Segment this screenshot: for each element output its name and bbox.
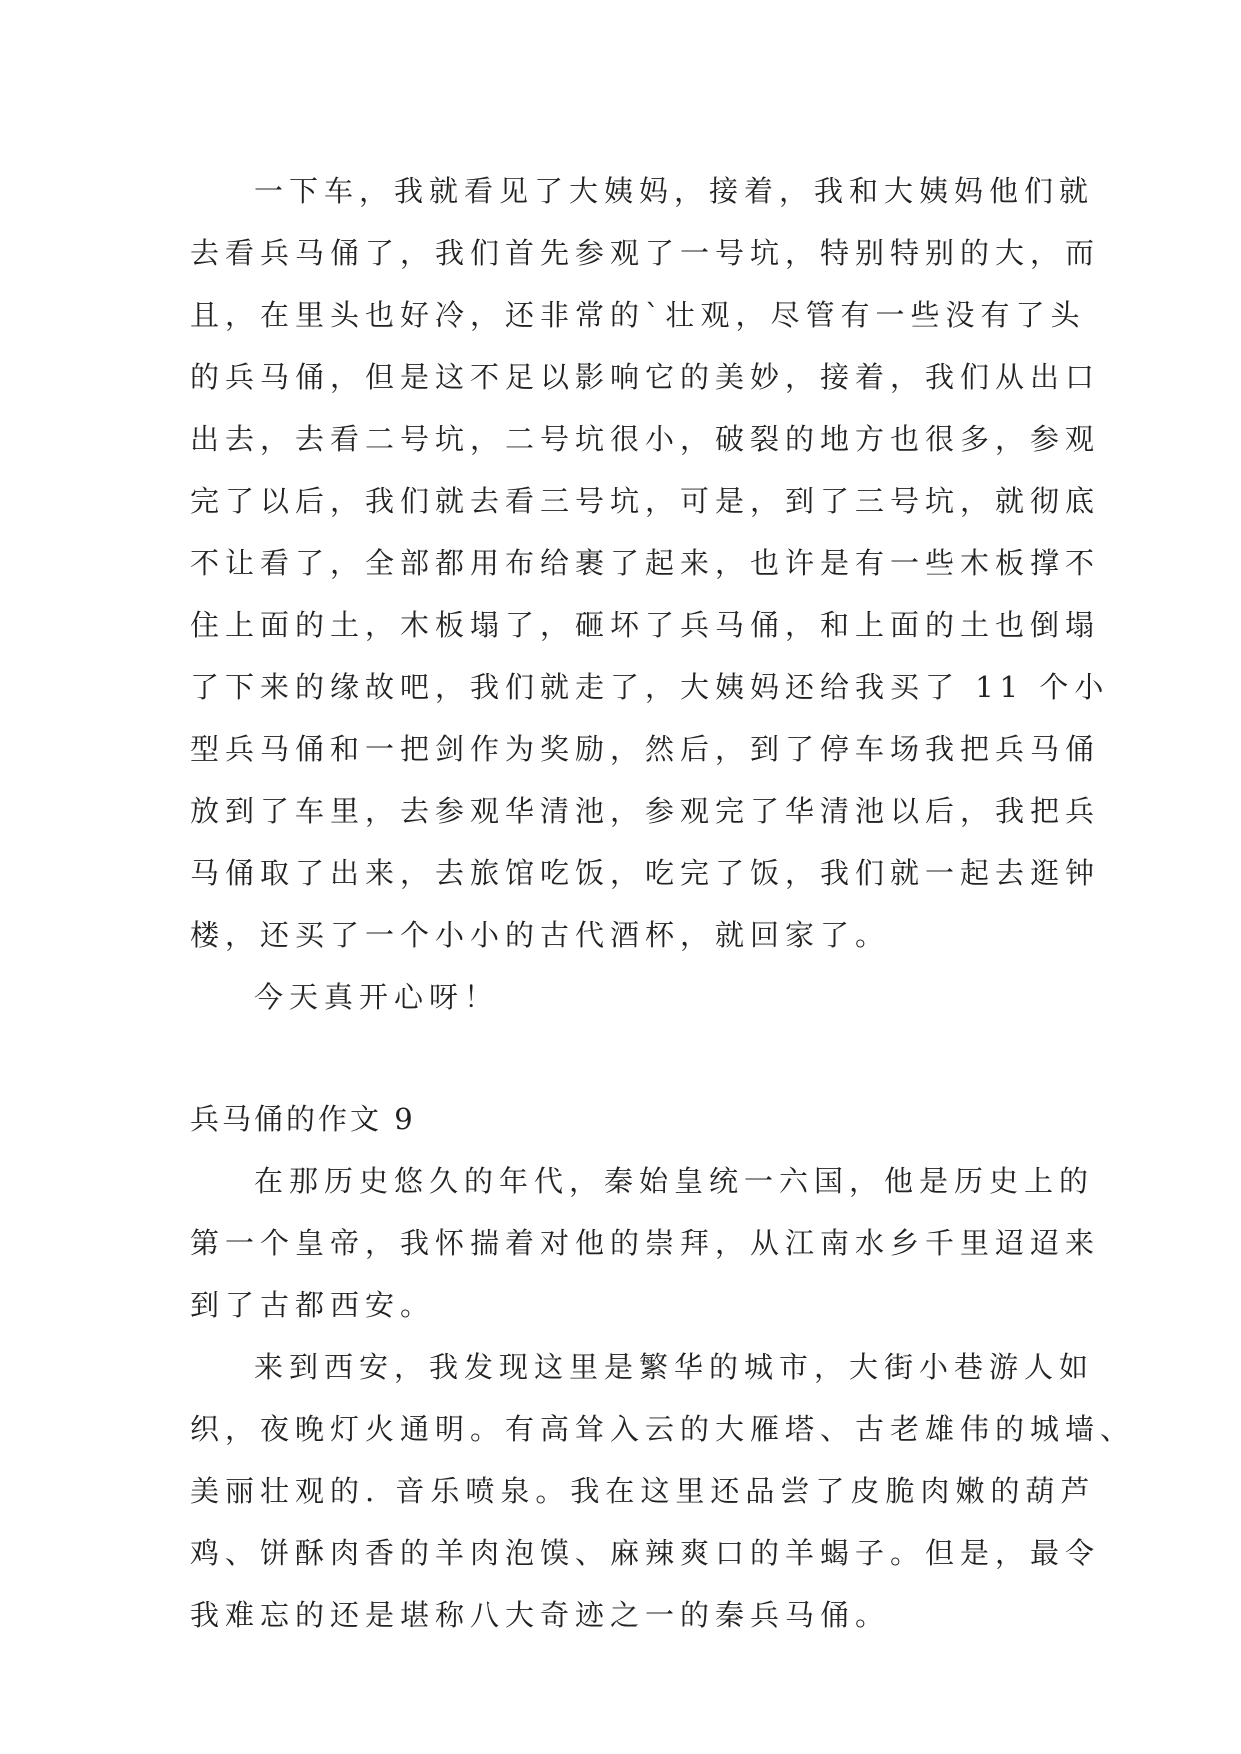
document-body [190, 160, 1136, 1646]
text-line: 放到了车里，去参观华清池，参观完了华清池以后，我把兵 [190, 794, 1101, 828]
text-line: 来到西安，我发现这里是繁华的城市，大街小巷游人如 [254, 1350, 1095, 1384]
paragraph-history-intro [190, 1150, 1101, 1336]
text-line: 去看兵马俑了，我们首先参观了一号坑，特别特别的大，而 [190, 236, 1101, 270]
text-line: 鸡、饼酥肉香的羊肉泡馍、麻辣爽口的羊蝎子。但是，最令 [190, 1536, 1101, 1570]
text-line: 织，夜晚灯火通明。有高耸入云的大雁塔、古老雄伟的城墙、 [190, 1412, 1136, 1446]
text-line: 到了古都西安。 [190, 1288, 436, 1322]
text-line: 美丽壮观的. 音乐喷泉。我在这里还品尝了皮脆肉嫩的葫芦 [190, 1474, 1096, 1508]
section-spacer [190, 1028, 1056, 1088]
text-line: 今天真开心呀！ [254, 980, 500, 1014]
text-line: 一下车，我就看见了大姨妈，接着，我和大姨妈他们就 [254, 174, 1095, 208]
paragraph-happy-day [190, 966, 1056, 1028]
paragraph-xian-city [190, 1336, 1136, 1646]
text-line: 且，在里头也好冷，还非常的`壮观，尽管有一些没有了头 [190, 298, 1086, 332]
text-line: 不让看了，全部都用布给裹了起来，也许是有一些木板撑不 [190, 546, 1101, 580]
text-line: 楼，还买了一个小小的古代酒杯，就回家了。 [190, 918, 891, 952]
text-line: 了下来的缘故吧，我们就走了，大姨妈还给我买了 11 个小 [190, 670, 1110, 704]
text-line: 住上面的土，木板塌了，砸坏了兵马俑，和上面的土也倒塌 [190, 608, 1101, 642]
text-line: 出去，去看二号坑，二号坑很小，破裂的地方也很多，参观 [190, 422, 1101, 456]
text-line: 在那历史悠久的年代，秦始皇统一六国，他是历史上的 [254, 1164, 1095, 1198]
text-line: 我难忘的还是堪称八大奇迹之一的秦兵马俑。 [190, 1598, 891, 1632]
text-line: 型兵马俑和一把剑作为奖励，然后，到了停车场我把兵马俑 [190, 732, 1101, 766]
text-line: 第一个皇帝，我怀揣着对他的崇拜，从江南水乡千里迢迢来 [190, 1226, 1101, 1260]
essay-title: 兵马俑的作文 9 [190, 1102, 416, 1136]
text-line: 的兵马俑，但是这不足以影响它的美妙，接着，我们从出口 [190, 360, 1101, 394]
paragraph-visit-pits [190, 160, 1110, 966]
text-line: 马俑取了出来，去旅馆吃饭，吃完了饭，我们就一起去逛钟 [190, 856, 1101, 890]
text-line: 完了以后，我们就去看三号坑，可是，到了三号坑，就彻底 [190, 484, 1101, 518]
